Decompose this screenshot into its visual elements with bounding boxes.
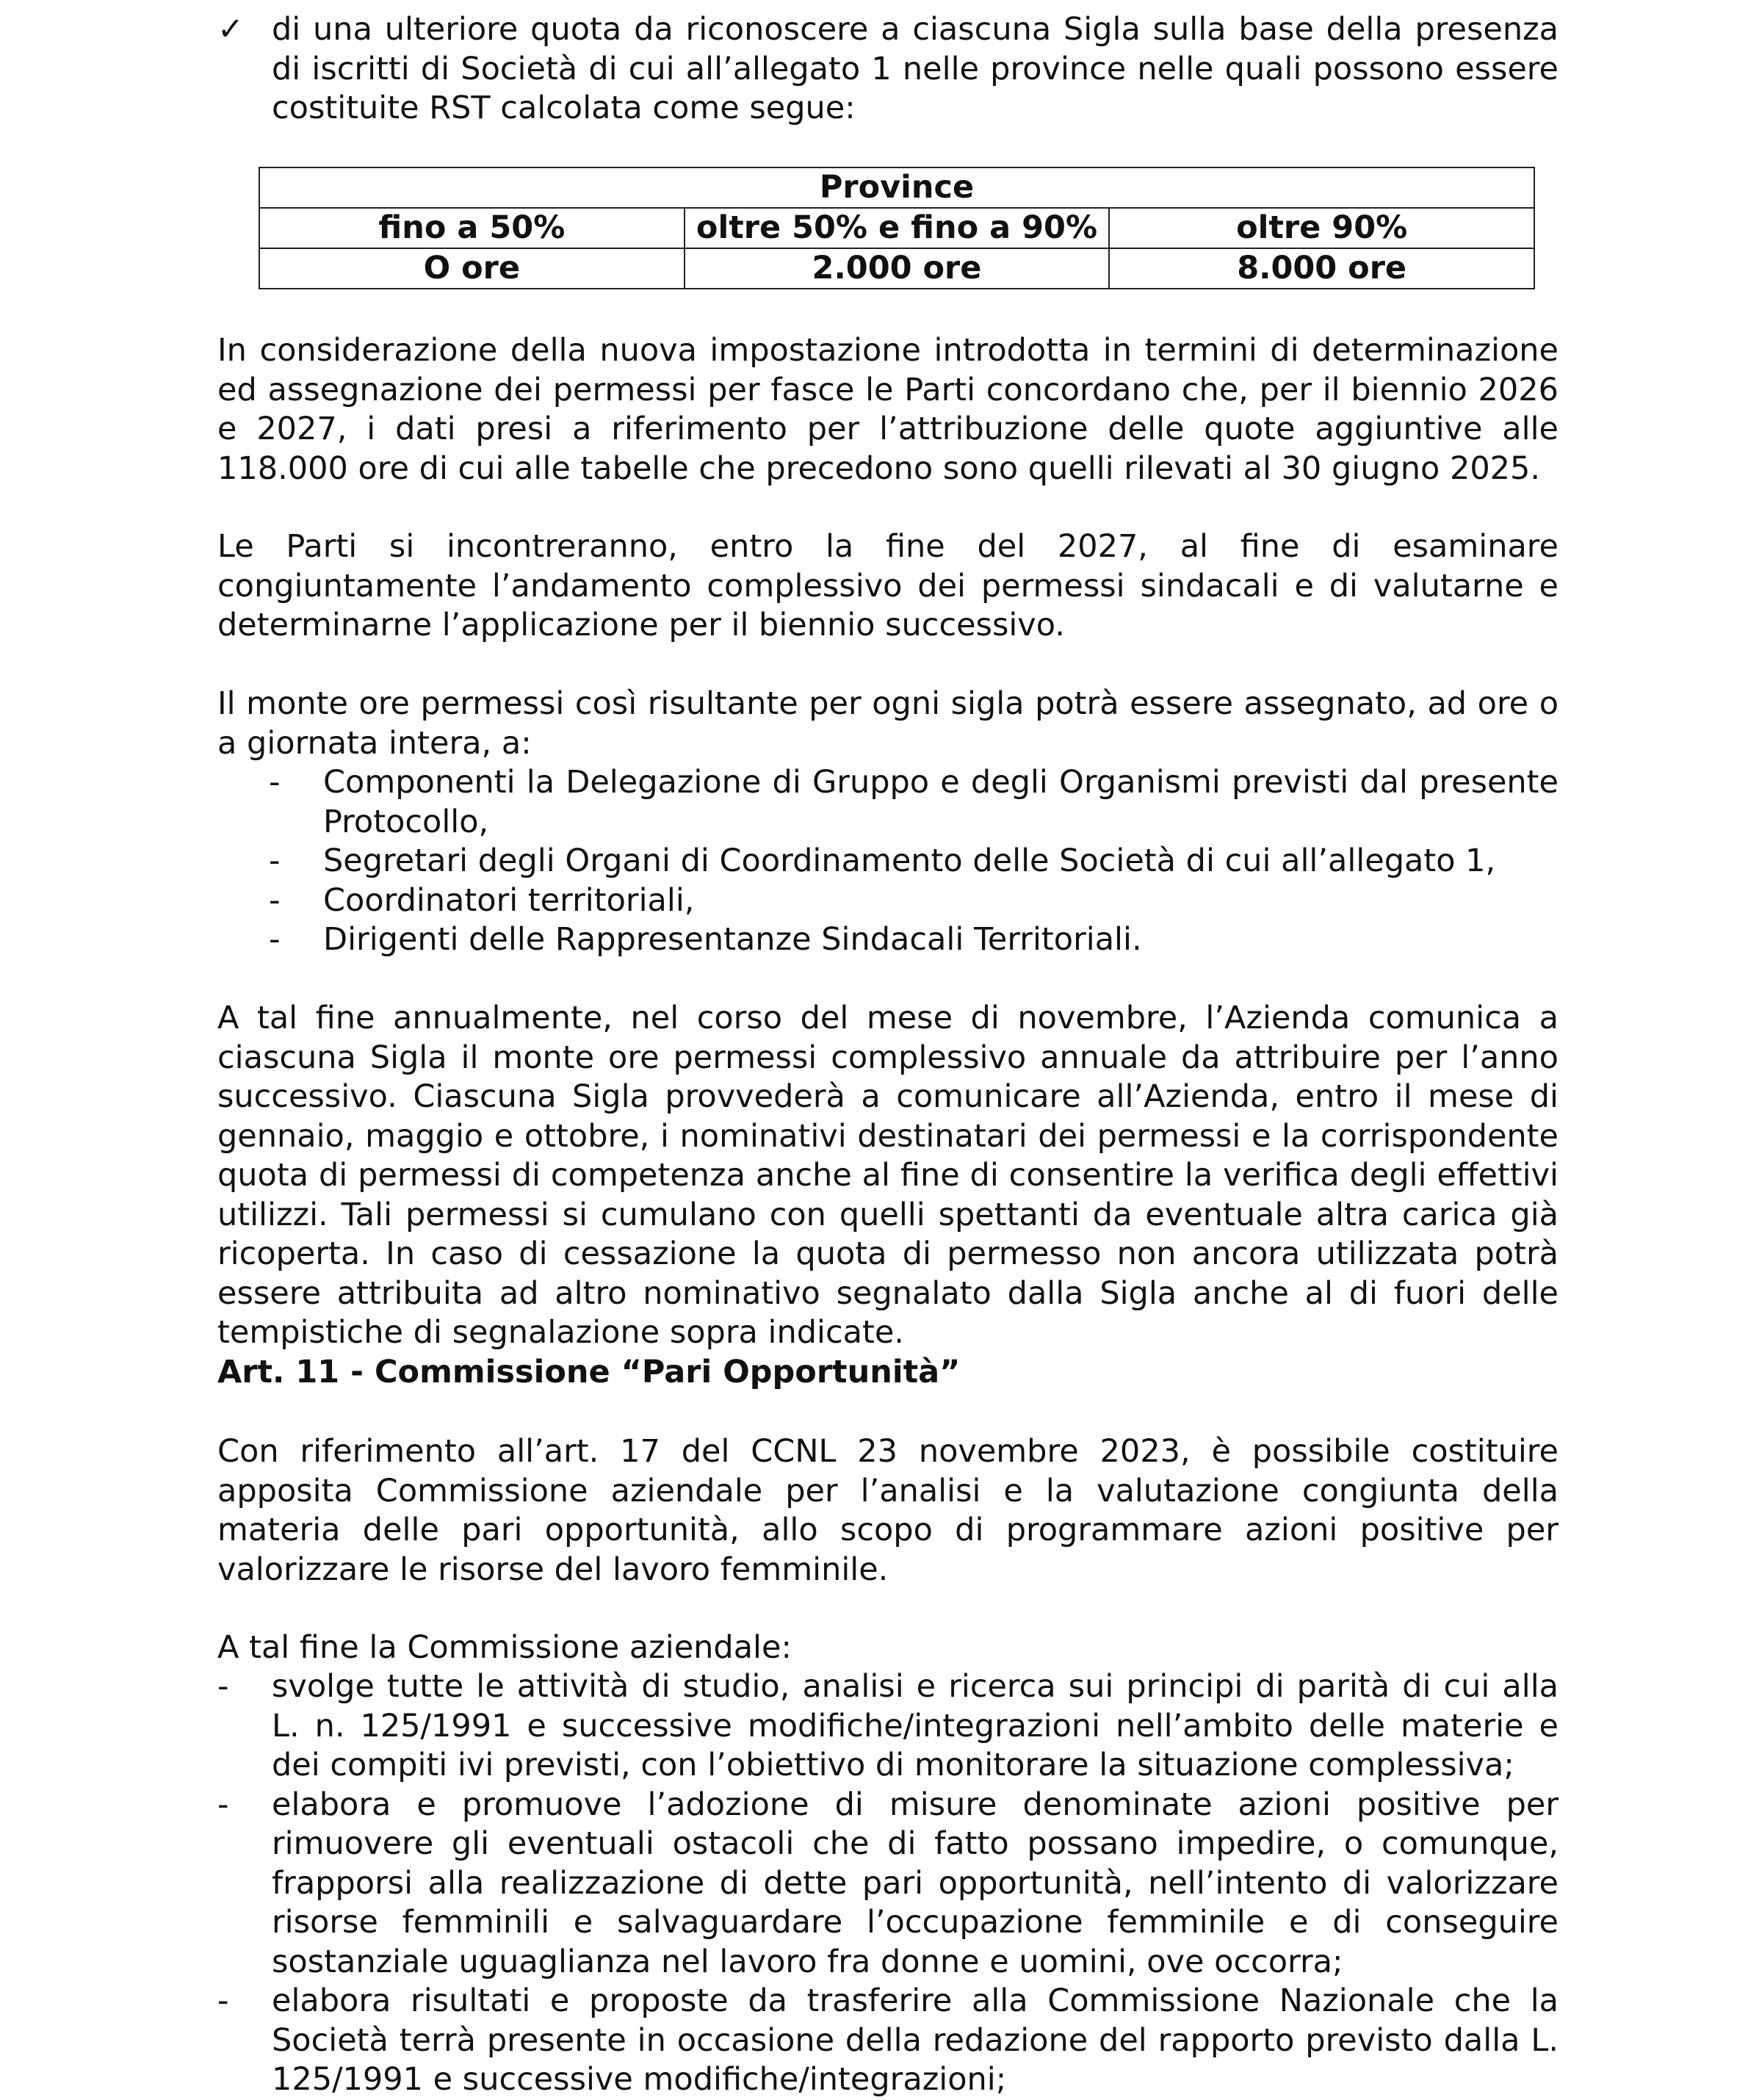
list-dash: -	[217, 1786, 229, 1823]
table-cell: O ore	[259, 248, 685, 289]
checklist-item-text: di una ulteriore quota da riconoscere a ciascuna Sigla sulla base della presenza di iscritti di Società di cui all’allegato 1 nelle province nelle quali possono essere costituite RST calcolata come segue:	[272, 11, 1559, 126]
table-row	[259, 248, 1534, 289]
commission-duties-list	[217, 1667, 1559, 2100]
list-item-text: Segretari degli Organi di Coordinamento delle Società di cui all’allegato 1,	[323, 842, 1496, 879]
table-header-row	[259, 208, 1534, 248]
list-item	[217, 1982, 1559, 2100]
checkmark-icon: ✓	[217, 11, 245, 48]
table-header-cell: oltre 50% e fino a 90%	[685, 208, 1110, 248]
list-item	[217, 1667, 1559, 1786]
list-dash: -	[269, 921, 281, 958]
list-dash: -	[269, 764, 281, 801]
province-hours-table	[259, 167, 1535, 289]
list-item-text: Componenti la Delegazione di Gruppo e degli Organismi previsti dal presente Protocollo,	[323, 764, 1559, 840]
list-dash: -	[269, 881, 281, 919]
list-dash: -	[217, 1668, 229, 1705]
list-item-text: Coordinatori territoriali,	[323, 881, 695, 919]
list-item	[269, 920, 1559, 960]
list-item-text: elabora risultati e proposte da trasferire alla Commissione Nazionale che la Società terrà presente in occasione della redazione del rapporto previsto dalla L. 125/1991 e successive modifiche/integrazioni;	[272, 1982, 1559, 2098]
paragraph: A tal fine annualmente, nel corso del mese di novembre, l’Azienda comunica a ciascuna Sigla il monte ore permessi complessivo annuale da attribuire per l’anno successivo. Ciascuna Sigla provvederà a comunicare all’Azienda, entro il mese di gennaio, maggio e ottobre, i nominativi destinatari dei permessi e la corrispondente quota di permessi di competenza anche al fine di consentire la verifica degli effettivi utilizzi. Tali permessi si cumulano con quelli spettanti da eventuale altra carica già ricoperta. In caso di cessazione la quota di permesso non ancora utilizzata potrà essere attribuita ad altro nominativo segnalato dalla Sigla anche al di fuori delle tempistiche di segnalazione sopra indicate.	[217, 1000, 1559, 1351]
table-title: Province	[259, 167, 1534, 208]
paragraph: Il monte ore permessi così risultante per ogni sigla potrà essere assegnato, ad ore o a giornata intera, a:	[217, 685, 1559, 762]
table-cell: 2.000 ore	[685, 248, 1110, 289]
list-item-text: elabora e promuove l’adozione di misure denominate azioni positive per rimuovere gli eventuali ostacoli che di fatto possano impedire, o comunque, frapporsi alla realizzazione di dette pari opportunità, nell’intento di valorizzare risorse femminili e salvaguardare l’occupazione femminile e di conseguire sostanziale uguaglianza nel lavoro fra donne e uomini, ove occorra;	[272, 1786, 1559, 1980]
section-heading: Art. 11 - Commissione “Pari Opportunità”	[217, 1354, 961, 1390]
list-dash: -	[269, 842, 281, 879]
table-cell: 8.000 ore	[1109, 248, 1534, 289]
paragraph: Con riferimento all’art. 17 del CCNL 23 novembre 2023, è possibile costituire apposita Commissione aziendale per l’analisi e la valutazione congiunta della materia delle pari opportunità, allo scopo di programmare azioni positive per valorizzare le risorse del lavoro femminile.	[217, 1433, 1559, 1588]
list-item-text: Dirigenti delle Rappresentanze Sindacali Territoriali.	[323, 921, 1142, 958]
table-header-cell: oltre 90%	[1109, 208, 1534, 248]
list-item-text: svolge tutte le attività di studio, analisi e ricerca sui principi di parità di cui alla L. n. 125/1991 e successive modifiche/integrazioni nell’ambito delle materie e dei compiti ivi previsti, con l’obiettivo di monitorare la situazione complessiva;	[272, 1668, 1559, 1783]
table-header-cell: fino a 50%	[259, 208, 685, 248]
paragraph: A tal fine la Commissione aziendale:	[217, 1629, 792, 1666]
list-item	[269, 881, 1559, 921]
list-item	[269, 763, 1559, 842]
paragraph: Le Parti si incontreranno, entro la fine del 2027, al fine di esaminare congiuntamente l’andamento complessivo dei permessi sindacali e di valutarne e determinarne l’applicazione per il biennio successivo.	[217, 528, 1559, 643]
list-item	[217, 1786, 1559, 1982]
assignee-list	[269, 763, 1559, 960]
list-item	[269, 842, 1559, 881]
paragraph: In considerazione della nuova impostazione introdotta in termini di determinazione ed assegnazione dei permessi per fasce le Parti concordano che, per il biennio 2026 e 2027, i dati presi a riferimento per l’attribuzione delle quote aggiuntive alle 118.000 ore di cui alle tabelle che precedono sono quelli rilevati al 30 giugno 2025.	[217, 332, 1559, 487]
list-dash: -	[217, 1982, 229, 2019]
